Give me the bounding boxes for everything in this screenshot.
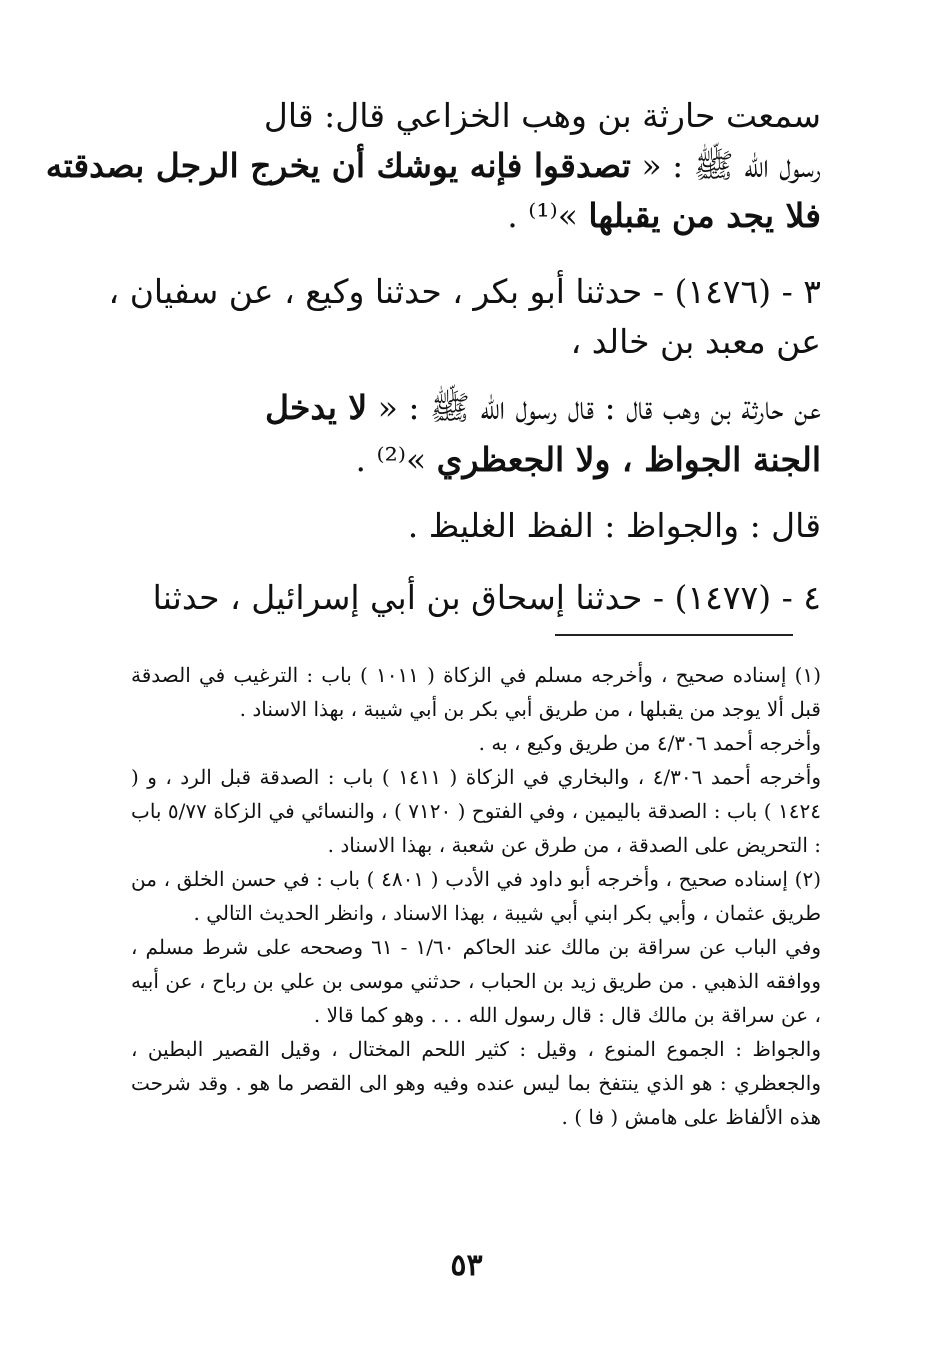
isnad-line-3 [153, 574, 821, 622]
footnotes [131, 658, 821, 1134]
isnad-line-1 [109, 268, 821, 316]
footnote-1-continued: وأخرجه أحمد ٤/٣٠٦ ، والبخاري في الزكاة ( ١٤١١ ) باب : الصدقة قبل الرد ، و ( ١٤٢٤ ) باب : الصدقة باليمين ، وفي الفتوح ( ٧١٢٠ ) ، والنسائي في الزكاة ٥/٧٧ باب : التحريض على الصدقة ، من طرق عن شعبة ، بهذا الاسناد . [131, 765, 821, 857]
footnote-2-continued: وفي الباب عن سراقة بن مالك عند الحاكم ١/٦٠ - ٦١ وصححه على شرط مسلم ، ووافقه الذهبي . من طريق زيد بن الحباب ، حدثني موسى بن علي بن رباح ، عن أبيه ، عن سراقة بن مالك قال : قال رسول الله . . . وهو كما قالا . [131, 935, 821, 1027]
page-number: ٥٣ [450, 1248, 483, 1283]
hadith-text-line-4 [265, 384, 821, 432]
footnote-2-continued: والجواظ : الجموع المنوع ، وقيل : كثير اللحم المختال ، وقيل القصير البطين ، والجعظري : هو الذي ينتفخ بما ليس عنده وفيه وهو الى القصر ما هو . وقد شرحت هذه الألفاظ على هامش ( فا ) . [131, 1037, 821, 1129]
hadith-text: عن حارثة بن وهب قال : قال رسول الله ﷺ : « [367, 388, 821, 427]
prophetic-saying: تصدقوا فإنه يوشك أن يخرج الرجل بصدقته [45, 146, 631, 185]
prophetic-saying: فلا يجد من يقبلها [588, 196, 821, 235]
explanation-line [408, 502, 821, 550]
footnote-ref: »⁽¹⁾ . [507, 196, 589, 235]
hadith-text-line-2 [46, 142, 821, 190]
hadith-text: سمعت حارثة بن وهب الخزاعي قال: قال [263, 96, 821, 135]
hadith-text-line-1 [264, 92, 821, 140]
isnad-line-2 [571, 318, 821, 366]
footnote-ref: »⁽²⁾ . [355, 440, 437, 479]
footnote-separator [555, 634, 793, 636]
prophetic-saying: الجنة الجواظ ، ولا الجعظري [436, 440, 821, 479]
footnote-2: (٢) إسناده صحيح ، وأخرجه أبو داود في الأدب ( ٤٨٠١ ) باب : في حسن الخلق ، من طريق عثمان ، وأبي بكر ابني أبي شيبة ، بهذا الاسناد ، وانظر الحديث التالي . [131, 867, 821, 925]
footnote-1-continued: وأخرجه أحمد ٤/٣٠٦ من طريق وكيع ، به . [478, 731, 821, 755]
prophetic-saying: لا يدخل [265, 388, 368, 427]
footnote-1: (١) إسناده صحيح ، وأخرجه مسلم في الزكاة ( ١٠١١ ) باب : الترغيب في الصدقة قبل ألا يوجد من يقبلها ، من طريق أبي بكر بن أبي شيبة ، بهذا الاسناد . [131, 663, 821, 721]
isnad-text: ٣ - (١٤٧٦) - حدثنا أبو بكر ، حدثنا وكيع ، عن سفيان ، [108, 272, 821, 311]
isnad-text: ٤ - (١٤٧٧) - حدثنا إسحاق بن أبي إسرائيل ، حدثنا [152, 578, 821, 617]
hadith-text-line-3 [507, 192, 821, 240]
explanation-text: قال : والجواظ : الفظ الغليظ . [407, 506, 821, 545]
hadith-text: رسول الله ﷺ : « [630, 146, 821, 185]
isnad-text: عن معبد بن خالد ، [570, 322, 821, 361]
hadith-text-line-5 [356, 436, 821, 484]
